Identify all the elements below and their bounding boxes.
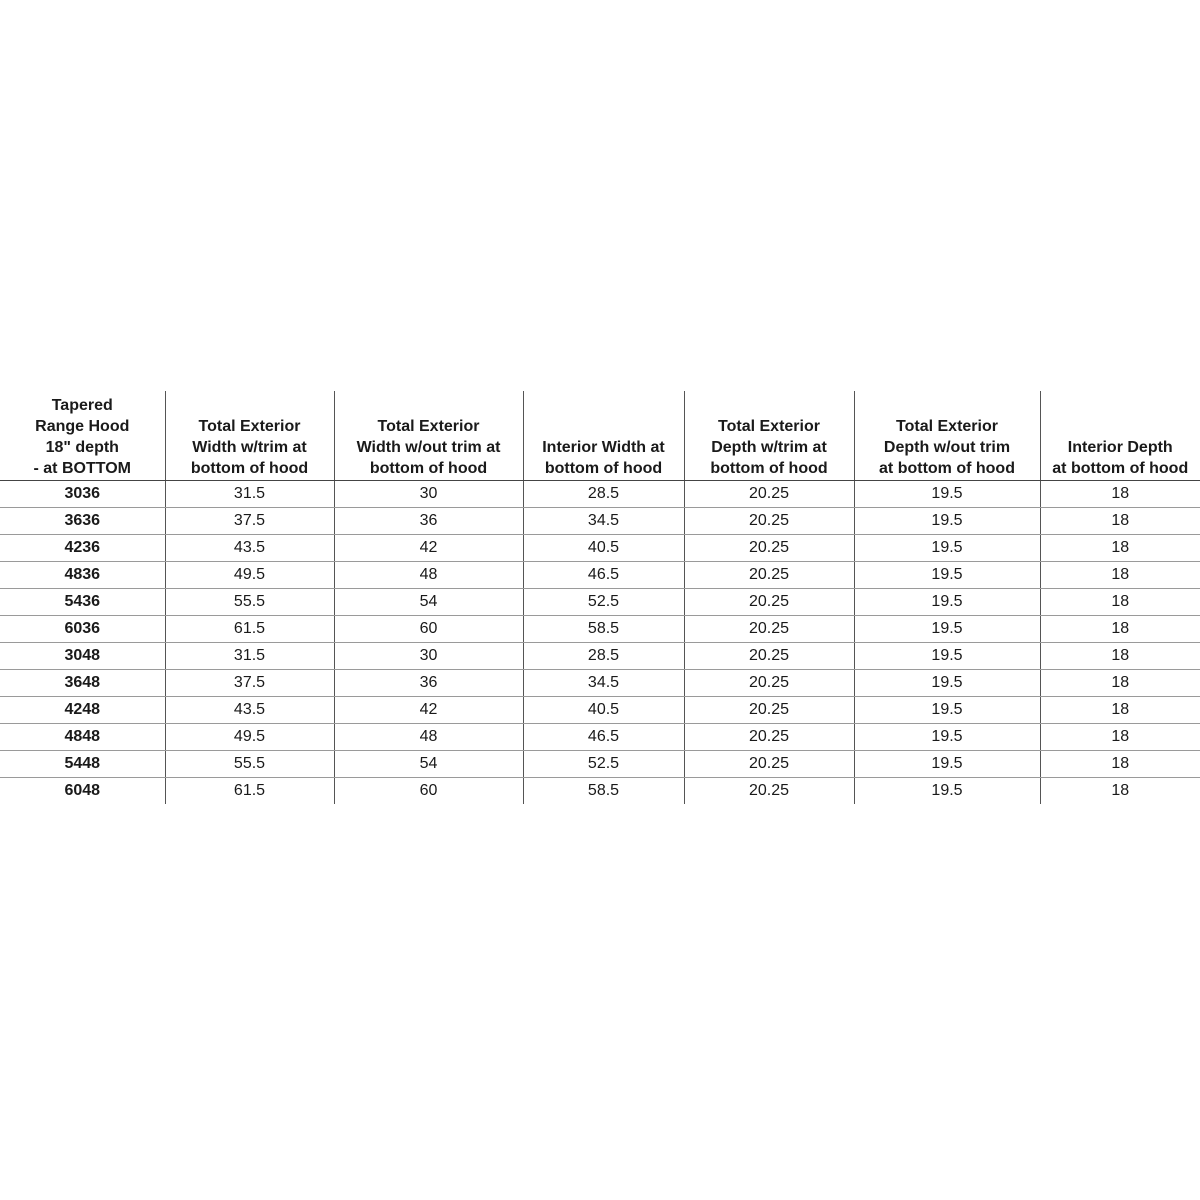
range-hood-dimensions-table <box>0 391 1200 804</box>
model-number-cell: 4236 <box>0 535 165 562</box>
dimension-cell: 40.5 <box>523 535 684 562</box>
dimension-cell: 18 <box>1040 697 1200 724</box>
column-header-line: Total Exterior <box>198 418 301 435</box>
table-row <box>0 508 1200 535</box>
dimension-cell: 20.25 <box>684 751 854 778</box>
column-header-2 <box>334 391 523 481</box>
dimension-cell: 31.5 <box>165 481 334 508</box>
column-header-line: Width w/out trim at <box>356 439 501 456</box>
dimension-cell: 28.5 <box>523 481 684 508</box>
dimension-cell: 19.5 <box>854 643 1040 670</box>
column-header-6 <box>1040 391 1200 481</box>
dimension-cell: 31.5 <box>165 643 334 670</box>
dimension-cell: 19.5 <box>854 589 1040 616</box>
dimension-cell: 34.5 <box>523 670 684 697</box>
column-header-line: bottom of hood <box>190 460 309 477</box>
dimension-cell: 43.5 <box>165 535 334 562</box>
dimension-cell: 20.25 <box>684 535 854 562</box>
dimensions-table-container <box>0 391 1200 804</box>
dimension-cell: 54 <box>334 751 523 778</box>
dimension-cell: 30 <box>334 481 523 508</box>
dimension-cell: 20.25 <box>684 778 854 805</box>
dimension-cell: 18 <box>1040 778 1200 805</box>
column-header-line: - at BOTTOM <box>33 460 131 477</box>
dimension-cell: 18 <box>1040 616 1200 643</box>
column-header-line: bottom of hood <box>544 460 663 477</box>
header-row <box>0 391 1200 481</box>
dimension-cell: 19.5 <box>854 670 1040 697</box>
dimension-cell: 60 <box>334 778 523 805</box>
dimension-cell: 20.25 <box>684 589 854 616</box>
table-row <box>0 724 1200 751</box>
dimension-cell: 20.25 <box>684 643 854 670</box>
dimension-cell: 42 <box>334 535 523 562</box>
column-header-line: Interior Width at <box>542 439 665 456</box>
column-header-line: Range Hood <box>35 418 130 435</box>
dimension-cell: 19.5 <box>854 724 1040 751</box>
model-number-cell: 6036 <box>0 616 165 643</box>
dimension-cell: 37.5 <box>165 508 334 535</box>
model-number-cell: 4848 <box>0 724 165 751</box>
dimension-cell: 20.25 <box>684 481 854 508</box>
dimension-cell: 18 <box>1040 724 1200 751</box>
column-header-line: Tapered <box>51 397 113 414</box>
column-header-line: Depth w/out trim <box>883 439 1011 456</box>
table-row <box>0 616 1200 643</box>
dimension-cell: 18 <box>1040 508 1200 535</box>
dimension-cell: 61.5 <box>165 778 334 805</box>
dimension-cell: 36 <box>334 670 523 697</box>
model-number-cell: 3636 <box>0 508 165 535</box>
dimension-cell: 19.5 <box>854 535 1040 562</box>
dimension-cell: 18 <box>1040 481 1200 508</box>
column-header-line: Total Exterior <box>896 418 998 435</box>
dimension-cell: 49.5 <box>165 562 334 589</box>
dimension-cell: 20.25 <box>684 670 854 697</box>
dimension-cell: 58.5 <box>523 778 684 805</box>
dimension-cell: 61.5 <box>165 616 334 643</box>
column-header-line: Width w/trim at <box>192 439 307 456</box>
table-row <box>0 535 1200 562</box>
model-number-cell: 4248 <box>0 697 165 724</box>
table-body <box>0 481 1200 805</box>
dimension-cell: 20.25 <box>684 562 854 589</box>
dimension-cell: 48 <box>334 724 523 751</box>
dimension-cell: 58.5 <box>523 616 684 643</box>
dimension-cell: 37.5 <box>165 670 334 697</box>
table-row <box>0 697 1200 724</box>
column-header-line: at bottom of hood <box>879 460 1015 477</box>
table-row <box>0 589 1200 616</box>
column-header-line: bottom of hood <box>710 460 828 477</box>
dimension-cell: 48 <box>334 562 523 589</box>
dimension-cell: 20.25 <box>684 616 854 643</box>
dimension-cell: 28.5 <box>523 643 684 670</box>
dimension-cell: 46.5 <box>523 724 684 751</box>
dimension-cell: 19.5 <box>854 778 1040 805</box>
model-number-cell: 6048 <box>64 782 101 799</box>
dimension-cell: 20.25 <box>684 508 854 535</box>
dimension-cell: 19.5 <box>854 481 1040 508</box>
dimension-cell: 18 <box>1040 535 1200 562</box>
table-row <box>0 751 1200 778</box>
dimension-cell: 30 <box>334 643 523 670</box>
table-row <box>0 481 1200 508</box>
dimension-cell: 20.25 <box>684 697 854 724</box>
dimension-cell: 20.25 <box>684 724 854 751</box>
table-row <box>0 562 1200 589</box>
column-header-line: Total Exterior <box>718 418 820 435</box>
dimension-cell: 18 <box>1040 751 1200 778</box>
table-row <box>0 643 1200 670</box>
dimension-cell: 18 <box>1040 643 1200 670</box>
dimension-cell: 40.5 <box>523 697 684 724</box>
dimension-cell: 46.5 <box>523 562 684 589</box>
model-number-cell: 3036 <box>0 481 165 508</box>
dimension-cell: 19.5 <box>854 508 1040 535</box>
dimension-cell: 19.5 <box>854 562 1040 589</box>
column-header-line: Total Exterior <box>377 418 480 435</box>
column-header-0 <box>0 391 165 481</box>
dimension-cell: 18 <box>1040 562 1200 589</box>
dimension-cell: 19.5 <box>854 697 1040 724</box>
dimension-cell: 49.5 <box>165 724 334 751</box>
model-number-cell: 4836 <box>0 562 165 589</box>
column-header-line: Interior Depth <box>1067 439 1173 456</box>
dimension-cell: 18 <box>1040 670 1200 697</box>
column-header-4 <box>684 391 854 481</box>
dimension-cell: 54 <box>334 589 523 616</box>
model-number-cell: 3648 <box>0 670 165 697</box>
model-number-cell: 5436 <box>0 589 165 616</box>
dimension-cell: 52.5 <box>523 589 684 616</box>
column-header-line: at bottom of hood <box>1052 460 1189 477</box>
dimension-cell: 18 <box>1040 589 1200 616</box>
column-header-line: 18" depth <box>45 439 119 456</box>
dimension-cell: 34.5 <box>523 508 684 535</box>
column-header-1 <box>165 391 334 481</box>
column-header-5 <box>854 391 1040 481</box>
model-number-cell: 5448 <box>0 751 165 778</box>
table-row <box>0 670 1200 697</box>
model-number-cell: 3048 <box>0 643 165 670</box>
dimension-cell: 19.5 <box>854 616 1040 643</box>
column-header-line: bottom of hood <box>369 460 488 477</box>
dimension-cell: 55.5 <box>165 589 334 616</box>
column-header-3 <box>523 391 684 481</box>
dimension-cell: 36 <box>334 508 523 535</box>
column-header-line: Depth w/trim at <box>711 439 827 456</box>
dimension-cell: 43.5 <box>165 697 334 724</box>
table-row <box>0 778 1200 805</box>
dimension-cell: 52.5 <box>523 751 684 778</box>
dimension-cell: 19.5 <box>854 751 1040 778</box>
dimension-cell: 55.5 <box>165 751 334 778</box>
dimension-cell: 42 <box>334 697 523 724</box>
dimension-cell: 60 <box>334 616 523 643</box>
